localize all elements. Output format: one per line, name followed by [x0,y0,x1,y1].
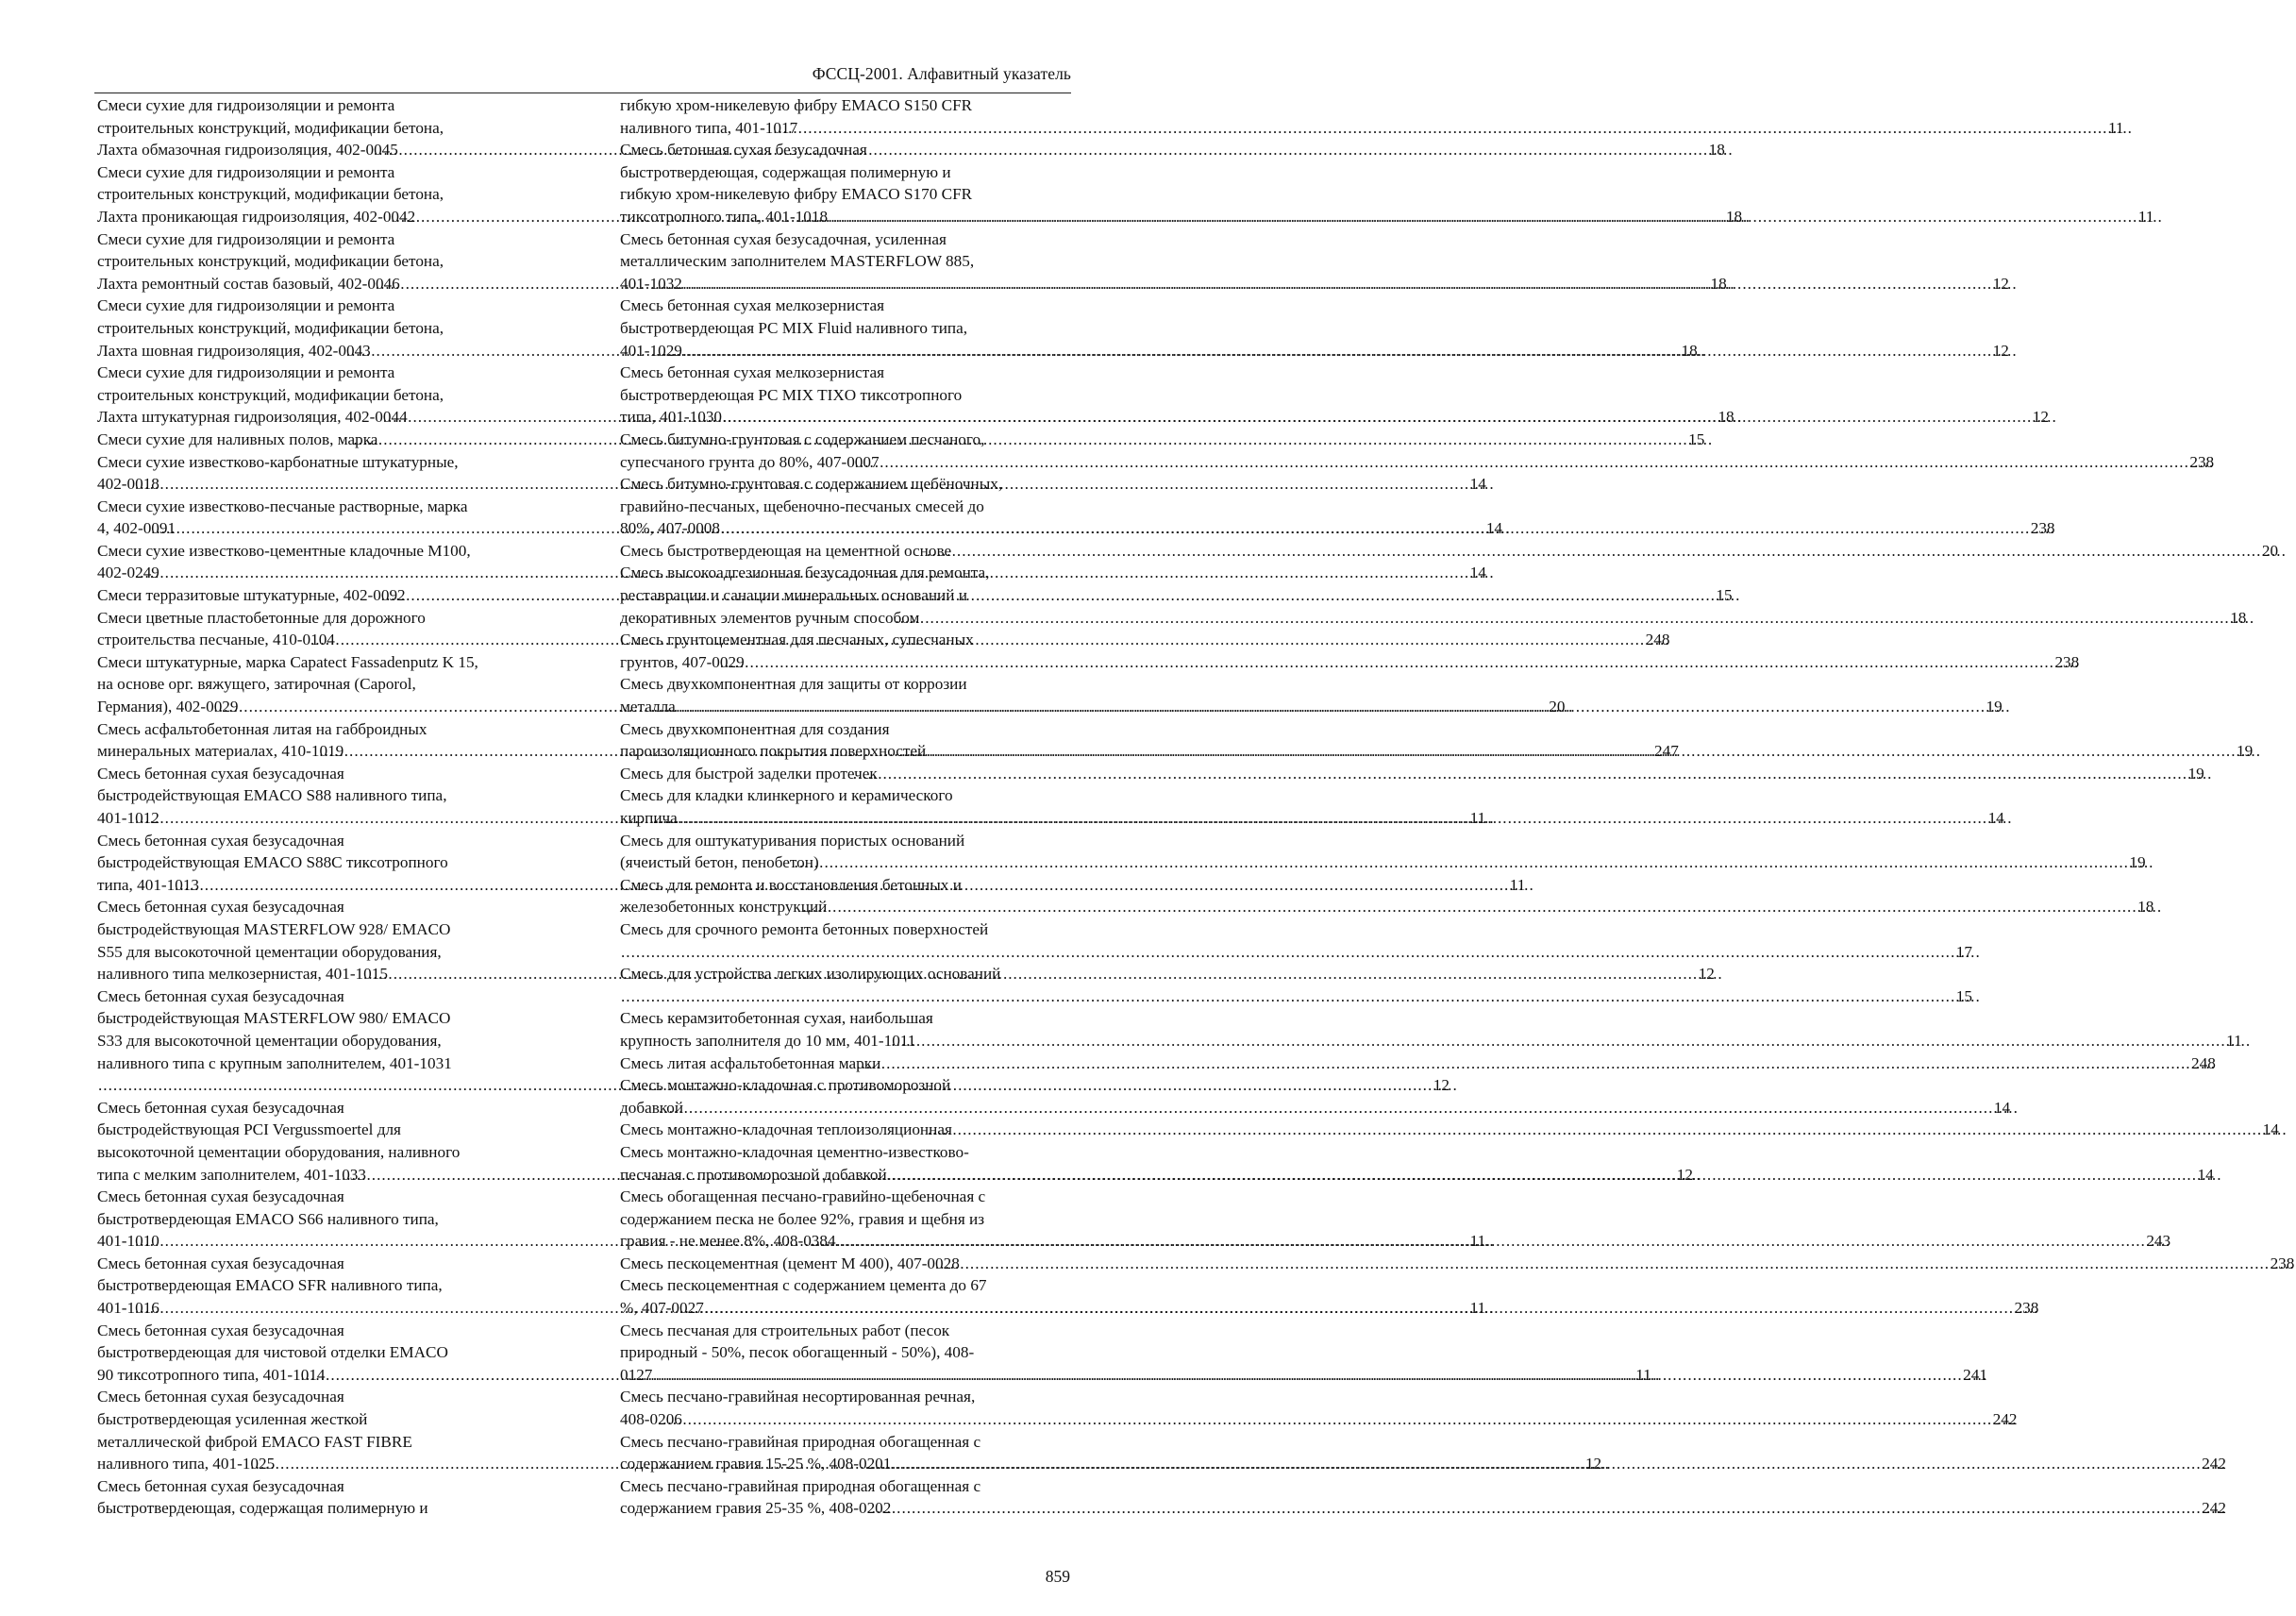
entry-line: Смесь бетонная сухая безусадочная [97,764,344,783]
entry-text: тиксотропного типа, 401-1018 [620,207,829,226]
dot-leader [881,1052,2216,1075]
entry-line: Смесь керамзитобетонная сухая, наибольшая [620,1009,933,1028]
header-title: ФССЦ-2001. Алфавитный указатель [812,64,1071,83]
dot-leader [683,1408,2018,1431]
entry-last-line: грунтов, 407-0029 ..... 238 [645,651,1071,674]
entry-line: Смесь песчано-гравийная несортированная речная, [620,1388,976,1406]
entry-line: наливного типа с крупным заполнителем, 401-1031 [97,1053,452,1072]
entry-text: содержанием гравия 25-35 %, 408-0202 [620,1499,892,1518]
dot-leader [916,1030,2251,1052]
dot-leader [837,1230,2171,1253]
entry-line: строительных конструкций, модификации бетона, [97,385,444,404]
entry-last-line: ..... 12 [123,1074,547,1097]
entry-line: быстротвердеющая для чистовой отделки EMACO [97,1343,448,1362]
dot-leader [407,584,1741,607]
entry-line: Смесь асфальтобетонная литая на габброидных [97,719,427,738]
entry-text: Лахта проникающая гидроизоляция, 402-0042 [97,207,416,226]
entry-last-line: ..... 17 [645,941,1071,964]
entry-text: 401-1012 [97,809,159,827]
entry-line: Смесь для ремонта и восстановления бетонных и [620,875,962,894]
entry-last-line: 401-1032 ..... 12 [645,273,1071,295]
entry-line: Смеси сухие известково-песчаные растворные, марка [97,497,468,515]
entry-text: 401-1016 [97,1299,159,1318]
entry-last-line: Смесь пескоцементная (цемент М 400), 407-0028 ..... 238 [645,1253,1071,1275]
entry-text: (ячеистый бетон, пенобетон) [620,853,819,872]
entry-last-line: 80%, 407-0008 ..... 238 [645,517,1071,540]
entry-line: Смеси сухие для гидроизоляции и ремонта [97,162,395,181]
entry-last-line: песчаная с противоморозной добавкой ..... 14 [645,1164,1071,1187]
entry-line: Смесь пескоцементная с содержанием цемента до 67 [620,1276,987,1295]
dot-leader [880,451,2215,474]
index-entry [620,830,2146,874]
running-header [94,59,1071,93]
index-entry [620,763,2204,785]
entry-last-line: кирпича ..... 14 [645,807,1071,830]
entry-text: 90 тиксотропного типа, 401-1014 [97,1365,326,1384]
entry-line: Смесь монтажно-кладочная с противоморозной [620,1076,951,1095]
entry-last-line: типа, 401-1030 ..... 12 [645,406,1071,429]
entry-line: Смеси штукатурные, марка Capatect Fassadenputz K 15, [97,652,478,671]
entry-line: Смесь для кладки клинкерного и керамического [620,786,953,805]
entry-last-line: наливного типа мелкозернистая, 401-1015 ..... 12 [123,963,547,985]
entry-last-line: гравия - не менее 8%, 408-0384 ..... 243 [645,1230,1071,1253]
entry-line: на основе орг. вяжущего, затирочная (Caporol, [97,675,416,694]
entry-line: быстродействующая EMACO S88 наливного типа, [97,786,447,805]
entry-line: Смесь бетонная сухая безусадочная, усиленная [620,229,947,248]
entry-line: металлическим заполнителем MASTERFLOW 885, [620,252,975,271]
entry-line: Смесь песчано-гравийная природная обогащенная с [620,1432,981,1451]
entry-text: 402-0249 [97,564,159,582]
dot-leader [888,1164,2222,1187]
entry-text: типа с мелким заполнителем, 401-1033 [97,1165,366,1184]
entry-last-line: минеральных материалах, 410-1019 ..... 247 [123,740,547,763]
entry-line: Смесь для оштукатуривания пористых оснований [620,831,965,850]
dot-leader [721,517,2055,540]
entry-last-line: Германия), 402-0029 ..... 20 [123,696,547,718]
entry-last-line: содержанием гравия 25-35 %, 408-0202 ..... 242 [645,1497,1071,1520]
entry-line: Смесь песчаная для строительных работ (песок [620,1321,950,1339]
entry-text: типа, 401-1013 [97,875,200,894]
entry-last-line: Лахта ремонтный состав базовый, 402-0046 ..... 18 [123,273,547,295]
entry-last-line: супесчаного грунта до 80%, 407-0007 ..... 238 [645,451,1071,474]
entry-line: Смесь бетонная сухая мелкозернистая [620,363,885,382]
dot-leader [653,1364,1987,1387]
entry-last-line: железобетонных конструкций ..... 18 [645,896,1071,918]
entry-text: песчаная с противоморозной добавкой [620,1165,887,1184]
page-number: 859 [1045,1567,1070,1586]
index-entry [620,94,2124,139]
entry-last-line: 401-1010 ..... 11 [123,1230,547,1253]
entry-line: содержанием песка не более 92%, гравия и щебня из [620,1209,985,1228]
index-entry [620,1386,2018,1430]
entry-text: декоративных элементов ручным способом [620,608,920,627]
dot-leader [892,1497,2226,1520]
entry-last-line: Лахта обмазочная гидроизоляция, 402-0045 ..... 18 [123,139,547,161]
entry-text: железобетонных конструкций [620,898,828,917]
entry-line: Смесь для устройства легких изолирующих оснований [620,965,1001,984]
entry-last-line: пароизоляционного покрытия поверхностей ..... 19 [645,740,1071,763]
entry-last-line: декоративных элементов ручным способом ..... 18 [645,607,1071,630]
entry-line: Смеси сухие для гидроизоляции и ремонта [97,96,395,114]
entry-last-line: добавкой ..... 14 [645,1097,1071,1119]
entry-text: 4, 402-0091 [97,519,176,538]
entry-line: строительных конструкций, модификации бетона, [97,252,444,271]
entry-last-line: строительства песчаные, 410-0104 ..... 248 [123,629,547,651]
dot-leader [892,1453,2226,1475]
entry-text: Смесь быстротвердеющая на цементной основе [620,541,952,560]
entry-text: Смесь литая асфальтобетонная марки [620,1053,881,1072]
entry-text: типа, 401-1030 [620,408,723,427]
entry-text: 408-0206 [620,1410,682,1429]
entry-line: Смесь бетонная сухая безусадочная [97,1321,344,1339]
entry-last-line: Лахта штукатурная гидроизоляция, 402-0044 ..... 18 [123,406,547,429]
entry-line: быстротвердеющая EMACO S66 наливного типа, [97,1209,439,1228]
entry-line: высокоточной цементации оборудования, наливного [97,1142,461,1161]
entry-last-line: 401-1012 ..... 11 [123,807,547,830]
entry-text: 401-1032 [620,274,682,293]
dot-leader [920,607,2254,630]
entry-line: Смеси сухие для гидроизоляции и ремонта [97,296,395,315]
entry-last-line: %, 407-0027 ..... 238 [645,1297,1071,1320]
index-entry [620,1007,2242,1052]
entry-last-line: наливного типа, 401-1025 ..... 12 [123,1453,547,1475]
entry-text: наливного типа, 401-1017 [620,118,798,137]
dot-leader [952,540,2287,563]
entry-line: Смесь бетонная сухая безусадочная [97,1388,344,1406]
entry-line: гибкую хром-никелевую фибру EMACO S170 CFR [620,185,973,204]
index-entry [620,1475,2226,1520]
entry-text: Смеси терразитовые штукатурные, 402-0092 [97,586,406,605]
entry-last-line: содержанием гравия 15-25 %, 408-0201 ..... 242 [645,1453,1071,1475]
dot-leader [828,896,2162,918]
entry-text: 401-1029 [620,341,682,360]
index-entry [620,918,1972,963]
entry-last-line: 402-0018 ..... 14 [123,473,547,496]
entry-line: Смесь бетонная сухая безусадочная [97,1187,344,1206]
entry-line: гибкую хром-никелевую фибру EMACO S150 CFR [620,96,973,114]
entry-last-line: Смесь для быстрой заделки протечек ..... 19 [645,763,1071,785]
dot-leader [646,941,1981,964]
entry-last-line: 402-0249 ..... 14 [123,562,547,584]
entry-text: пароизоляционного покрытия поверхностей [620,742,927,761]
dot-leader [953,1119,2288,1141]
entry-text: Германия), 402-0029 [97,698,239,716]
entry-text: супесчаного грунта до 80%, 407-0007 [620,452,880,471]
entry-line: Смесь бетонная сухая безусадочная [97,1254,344,1272]
entry-line: строительных конструкций, модификации бетона, [97,318,444,337]
entry-text: минеральных материалах, 410-1019 [97,742,344,761]
entry-text: содержанием гравия 15-25 %, 408-0201 [620,1455,892,1473]
entry-line: Смеси сухие для гидроизоляции и ремонта [97,363,395,382]
index-entry [620,1052,2216,1075]
entry-last-line: 4, 402-0091 ..... 14 [123,517,547,540]
entry-last-line: металла ..... 19 [645,696,1071,718]
entry-last-line: 401-1029 ..... 12 [645,340,1071,362]
entry-text: грунтов, 407-0029 [620,652,745,671]
entry-last-line: 90 тиксотропного типа, 401-1014 ..... 11 [123,1364,547,1387]
dot-leader [961,1253,2295,1275]
entry-last-line: ..... 15 [645,985,1071,1008]
entry-text: Смесь пескоцементная (цемент М 400), 407-0028 [620,1254,960,1272]
entry-last-line: типа с мелким заполнителем, 401-1033 ..... 12 [123,1164,547,1187]
entry-line: Смесь бетонная сухая безусадочная [97,1098,344,1117]
entry-line: строительных конструкций, модификации бетона, [97,118,444,137]
entry-text: 402-0018 [97,475,159,494]
index-entry [620,1253,2295,1275]
entry-line: Смесь бетонная сухая безусадочная [97,898,344,917]
dot-leader [879,763,2213,785]
dot-leader [798,117,2133,140]
entry-last-line: наливного типа, 401-1017 ..... 11 [645,117,1071,140]
entry-text: гравия - не менее 8%, 408-0384 [620,1232,836,1251]
entry-text: кирпича [620,809,678,827]
dot-leader [820,851,2154,874]
entry-line: быстротвердеющая, содержащая полимерную и [620,162,951,181]
entry-line: быстродействующая MASTERFLOW 928/ EMACO [97,919,451,938]
dot-leader [723,406,2057,429]
entry-text: строительства песчаные, 410-0104 [97,631,335,649]
entry-last-line: 0127 ..... 241 [645,1364,1071,1387]
dot-leader [683,340,2018,362]
entry-line: Смесь для срочного ремонта бетонных поверхностей [620,919,989,938]
entry-line: быстродействующая EMACO S88C тиксотропного [97,853,448,872]
entry-text: добавкой [620,1098,684,1117]
entry-line: гравийно-песчаных, щебеночно-песчаных смесей до [620,497,984,515]
entry-text: крупность заполнителя до 10 мм, 401-1011 [620,1031,916,1050]
entry-text: 80%, 407-0008 [620,519,720,538]
entry-line: Смесь монтажно-кладочная цементно-известково- [620,1142,969,1161]
entry-last-line: 408-0206 ..... 242 [645,1408,1071,1431]
index-entry [620,540,2279,563]
entry-line: быстротвердеющая PC MIX TIXO тиксотропного [620,385,963,404]
entry-line: Смесь песчано-гравийная природная обогащенная с [620,1476,981,1495]
entry-text: Смеси сухие для наливных полов, марка [97,429,378,448]
entry-text: Лахта ремонтный состав базовый, 402-0046 [97,274,400,293]
dot-leader [705,1297,2039,1320]
entry-line: строительных конструкций, модификации бетона, [97,185,444,204]
entry-line: S55 для высокоточной цементации оборудования, [97,942,442,961]
entry-last-line: 401-1016 ..... 11 [123,1297,547,1320]
entry-line: Смесь битумно-грунтовая с содержанием щебёночных, [620,475,1003,494]
entry-line: Смеси сухие для гидроизоляции и ремонта [97,229,395,248]
index-entry [97,1475,547,1520]
entry-line: быстротвердеющая, содержащая полимерную и [97,1499,428,1518]
entry-line: Смесь бетонная сухая безусадочная [97,1476,344,1495]
entry-last-line: крупность заполнителя до 10 мм, 401-1011 ..... 11 [645,1030,1071,1052]
entry-line: Смесь бетонная сухая безусадочная [620,141,867,160]
entry-line: Смеси цветные пластобетонные для дорожного [97,608,426,627]
entry-line: реставрации и санации минеральных оснований и [620,586,967,605]
entry-last-line: Смеси сухие для наливных полов, марка ..... 15 [123,429,547,451]
entry-line: быстротвердеющая EMACO SFR наливного типа, [97,1276,443,1295]
dot-leader [927,740,2261,763]
entry-line: Смесь бетонная сухая мелкозернистая [620,296,885,315]
entry-last-line: тиксотропного типа, 401-1018 ..... 11 [645,206,1071,228]
entry-last-line: Смесь монтажно-кладочная теплоизоляционная ..... 14 [645,1119,1071,1141]
entry-last-line: типа, 401-1013 ..... 11 [123,874,547,897]
dot-leader [829,206,2163,228]
entry-last-line: (ячеистый бетон, пенобетон) ..... 19 [645,851,1071,874]
entry-text: 401-1010 [97,1232,159,1251]
index-entry [620,1119,2279,1141]
entry-line: быстротвердеющая PC MIX Fluid наливного типа, [620,318,968,337]
entry-line: S33 для высокоточной цементации оборудования, [97,1031,442,1050]
entry-line: Смесь битумно-грунтовая с содержанием песчаного, [620,429,985,448]
entry-last-line: Лахта проникающая гидроизоляция, 402-0042 ..... 18 [123,206,547,228]
entry-line: Смесь двухкомпонентная для создания [620,719,890,738]
entry-last-line: Смеси терразитовые штукатурные, 402-0092 ..... 15 [123,584,547,607]
entry-last-line: Смесь литая асфальтобетонная марки ..... 248 [645,1052,1071,1075]
entry-line: Смесь бетонная сухая безусадочная [97,831,344,850]
entry-line: Смесь грунтоцементная для песчаных, супесчаных [620,631,974,649]
entry-last-line: Смесь быстротвердеющая на цементной основе ..... 20 [645,540,1071,563]
entry-line: Смесь высокоадгезионная безусадочная для ремонта, [620,564,990,582]
entry-text: Лахта обмазочная гидроизоляция, 402-0045 [97,141,398,160]
dot-leader [646,985,1981,1008]
entry-line: Смесь бетонная сухая безусадочная [97,986,344,1005]
entry-text: Смесь монтажно-кладочная теплоизоляционная [620,1120,952,1139]
entry-line: быстротвердеющая усиленная жесткой [97,1410,368,1429]
entry-line: Смесь двухкомпонентная для защиты от коррозии [620,675,967,694]
dot-leader [679,807,2013,830]
entry-text: %, 407-0027 [620,1299,704,1318]
dot-leader [677,696,2011,718]
entry-line: Смеси сухие известково-карбонатные штукатурные, [97,452,459,471]
entry-last-line: Лахта шовная гидроизоляция, 402-0043 ..... 18 [123,340,547,362]
entry-text: наливного типа мелкозернистая, 401-1015 [97,965,388,984]
entry-text: 0127 [620,1365,653,1384]
entry-line: природный - 50%, песок обогащенный - 50%), 408- [620,1343,975,1362]
entry-line: металлической фиброй EMACO FAST FIBRE [97,1432,412,1451]
entry-text: наливного типа, 401-1025 [97,1455,276,1473]
entry-line: быстродействующая PCI Vergussmoertel для [97,1120,401,1139]
dot-leader [746,651,2080,674]
dot-leader [684,1097,2019,1119]
entry-line: Смеси сухие известково-цементные кладочные М100, [97,541,471,560]
entry-text: Лахта штукатурная гидроизоляция, 402-0044 [97,408,408,427]
entry-text: металла [620,698,676,716]
entry-line: быстродействующая MASTERFLOW 980/ EMACO [97,1009,451,1028]
entry-text: Смесь для быстрой заделки протечек [620,764,878,783]
entry-text: Лахта шовная гидроизоляция, 402-0043 [97,341,371,360]
entry-line: Смесь обогащенная песчано-гравийно-щебеночная с [620,1187,986,1206]
dot-leader [683,273,2018,295]
